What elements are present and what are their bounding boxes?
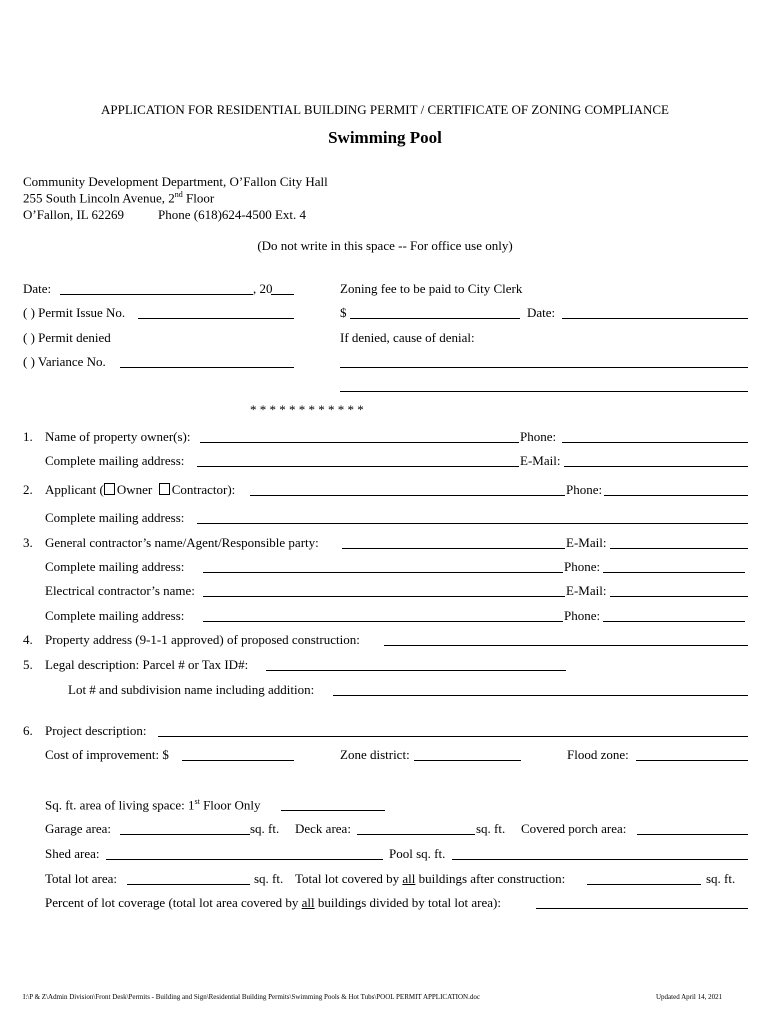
electrical-mailing-field[interactable] bbox=[203, 621, 563, 622]
gen-contractor-field[interactable] bbox=[342, 548, 565, 549]
applicant-mailing-field[interactable] bbox=[197, 523, 748, 524]
gen-contractor-phone-field[interactable] bbox=[603, 572, 745, 573]
permit-denied-label: ( ) Permit denied bbox=[23, 330, 111, 345]
lot-field[interactable] bbox=[333, 695, 748, 696]
deck-field[interactable] bbox=[357, 834, 475, 835]
owner-phone-label: Phone: bbox=[520, 429, 557, 444]
denial-cause-label: If denied, cause of denial: bbox=[340, 330, 475, 345]
electrical-email-label: E-Mail: bbox=[566, 583, 607, 598]
deck-unit: sq. ft. bbox=[476, 821, 506, 836]
cost-field[interactable] bbox=[182, 760, 294, 761]
item-number: 4. bbox=[23, 632, 33, 647]
gen-contractor-email-label: E-Mail: bbox=[566, 535, 607, 550]
contractor-checkbox[interactable] bbox=[159, 483, 170, 495]
applicant-label: Applicant ( Owner Contractor): bbox=[45, 482, 236, 497]
applicant-field[interactable] bbox=[250, 495, 565, 496]
applicant-mailing-label: Complete mailing address: bbox=[45, 510, 185, 525]
lot-covered-label: Total lot covered by all buildings after construction: bbox=[295, 871, 566, 886]
office-date2-field[interactable] bbox=[562, 318, 748, 319]
sqft-living-label: Sq. ft. area of living space: 1st Floor Only bbox=[45, 797, 261, 813]
office-year-field[interactable] bbox=[271, 294, 294, 295]
garage-field[interactable] bbox=[120, 834, 250, 835]
zone-field[interactable] bbox=[414, 760, 521, 761]
legal-label: Legal description: Parcel # or Tax ID#: bbox=[45, 657, 249, 672]
cost-label: Cost of improvement: $ bbox=[45, 747, 169, 762]
garage-label: Garage area: bbox=[45, 821, 112, 836]
porch-field[interactable] bbox=[637, 834, 748, 835]
electrical-label: Electrical contractor’s name: bbox=[45, 583, 195, 598]
owner-mailing-label: Complete mailing address: bbox=[45, 453, 185, 468]
property-address-field[interactable] bbox=[384, 645, 748, 646]
lot-covered-unit: sq. ft. bbox=[706, 871, 736, 886]
shed-field[interactable] bbox=[106, 859, 383, 860]
address-line-2: 255 South Lincoln Avenue, 2nd Floor bbox=[23, 190, 215, 206]
item-number: 2. bbox=[23, 482, 33, 497]
gen-contractor-mailing-field[interactable] bbox=[203, 572, 563, 573]
footer-updated: Updated April 14, 2021 bbox=[656, 993, 723, 1001]
gen-contractor-email-field[interactable] bbox=[610, 548, 748, 549]
pool-label: Pool sq. ft. bbox=[389, 846, 446, 861]
applicant-phone-label: Phone: bbox=[566, 482, 603, 497]
owner-option-label: Owner bbox=[116, 482, 153, 497]
gen-contractor-mailing-label: Complete mailing address: bbox=[45, 559, 185, 574]
owner-name-field[interactable] bbox=[200, 442, 519, 443]
address-phone: Phone (618)624-4500 Ext. 4 bbox=[158, 207, 307, 222]
electrical-email-field[interactable] bbox=[610, 596, 748, 597]
variance-field[interactable] bbox=[120, 367, 294, 368]
item-number: 1. bbox=[23, 429, 33, 444]
address-city: O’Fallon, IL 62269 bbox=[23, 207, 124, 222]
office-date-field[interactable] bbox=[60, 294, 253, 295]
electrical-field[interactable] bbox=[203, 596, 565, 597]
zone-label: Zone district: bbox=[340, 747, 410, 762]
flood-field[interactable] bbox=[636, 760, 748, 761]
zoning-fee-label: Zoning fee to be paid to City Clerk bbox=[340, 281, 523, 296]
permit-issue-label: ( ) Permit Issue No. bbox=[23, 305, 126, 320]
fee-amount-field[interactable] bbox=[350, 318, 520, 319]
office-date-row: Date: bbox=[23, 281, 52, 296]
item-number: 5. bbox=[23, 657, 33, 672]
owner-email-label: E-Mail: bbox=[520, 453, 561, 468]
project-label: Project description: bbox=[45, 723, 147, 738]
lot-label: Lot # and subdivision name including addition: bbox=[68, 682, 315, 697]
address-line-1: Community Development Department, O’Fallon City Hall bbox=[23, 174, 328, 189]
dollar-label: $ bbox=[340, 305, 347, 320]
owner-email-field[interactable] bbox=[564, 466, 748, 467]
office-date2-label: Date: bbox=[527, 305, 556, 320]
percent-coverage-field[interactable] bbox=[536, 908, 748, 909]
owner-name-label: Name of property owner(s): bbox=[45, 429, 191, 444]
electrical-mailing-label: Complete mailing address: bbox=[45, 608, 185, 623]
denial-cause-field-2[interactable] bbox=[340, 391, 748, 392]
variance-label: ( ) Variance No. bbox=[23, 354, 106, 369]
item-number: 6. bbox=[23, 723, 33, 738]
percent-coverage-label: Percent of lot coverage (total lot area covered by all buildings divided by total lot area): bbox=[45, 895, 501, 910]
form-subtitle: Swimming Pool bbox=[328, 128, 442, 147]
denial-cause-field-1[interactable] bbox=[340, 367, 748, 368]
sqft-living-field[interactable] bbox=[281, 810, 385, 811]
form-title: APPLICATION FOR RESIDENTIAL BUILDING PERMIT / CERTIFICATE OF ZONING COMPLIANCE bbox=[101, 102, 669, 117]
lot-covered-field[interactable] bbox=[587, 884, 701, 885]
total-lot-unit: sq. ft. bbox=[254, 871, 284, 886]
electrical-phone-label: Phone: bbox=[564, 608, 601, 623]
total-lot-label: Total lot area: bbox=[45, 871, 118, 886]
permit-issue-field[interactable] bbox=[138, 318, 294, 319]
contractor-option-label: Contractor): bbox=[171, 482, 236, 497]
applicant-phone-field[interactable] bbox=[604, 495, 748, 496]
pool-field[interactable] bbox=[452, 859, 748, 860]
year-label: , 20 bbox=[253, 281, 273, 296]
deck-label: Deck area: bbox=[295, 821, 351, 836]
item-number: 3. bbox=[23, 535, 33, 550]
separator-stars: * * * * * * * * * * * * bbox=[250, 402, 364, 417]
property-address-label: Property address (9-1-1 approved) of proposed construction: bbox=[45, 632, 360, 647]
office-use-note: (Do not write in this space -- For office use only) bbox=[257, 238, 513, 253]
gen-contractor-phone-label: Phone: bbox=[564, 559, 601, 574]
total-lot-field[interactable] bbox=[127, 884, 250, 885]
project-field[interactable] bbox=[158, 736, 748, 737]
porch-label: Covered porch area: bbox=[521, 821, 627, 836]
flood-label: Flood zone: bbox=[567, 747, 629, 762]
garage-unit: sq. ft. bbox=[250, 821, 280, 836]
electrical-phone-field[interactable] bbox=[603, 621, 745, 622]
footer-path: I:\P & Z\Admin Division\Front Desk\Permits - Building and Sign\Residential Building Permits\Swimming Pools & Hot Tubs\POOL PERMIT APPLICATION.doc bbox=[23, 993, 480, 1001]
shed-label: Shed area: bbox=[45, 846, 100, 861]
owner-mailing-field[interactable] bbox=[197, 466, 519, 467]
gen-contractor-label: General contractor’s name/Agent/Responsible party: bbox=[45, 535, 319, 550]
owner-phone-field[interactable] bbox=[562, 442, 748, 443]
parcel-field[interactable] bbox=[266, 670, 566, 671]
owner-checkbox[interactable] bbox=[104, 483, 115, 495]
